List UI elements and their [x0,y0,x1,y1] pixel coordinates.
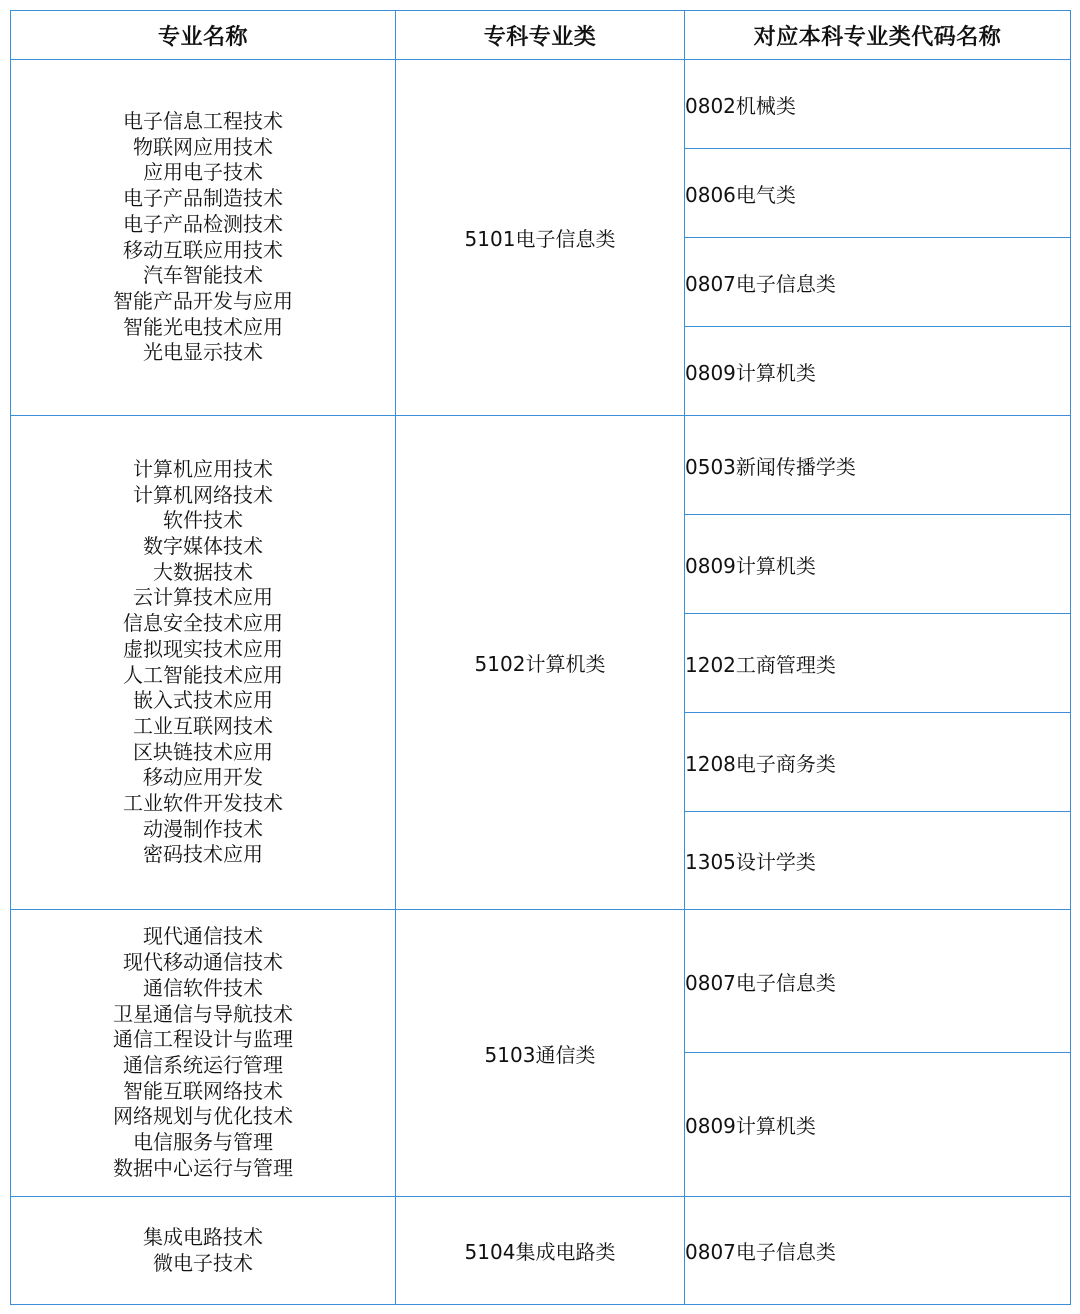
major-name: 智能互联网络技术 [123,1078,283,1103]
major-name: 卫星通信与导航技术 [113,1001,293,1026]
header-vocational-category: 专科专业类 [396,11,685,60]
major-name: 嵌入式技术应用 [133,688,273,713]
table-header [11,11,1071,60]
major-name: 信息安全技术应用 [123,611,283,636]
majors-cell [11,60,396,416]
major-name: 大数据技术 [153,559,253,584]
bachelor-category-cell: 0503新闻传播学类 [685,416,1071,515]
bachelor-category-cell: 0809计算机类 [685,327,1071,416]
vocational-category-cell: 5102计算机类 [396,416,685,910]
majors-cell [11,910,396,1197]
bachelor-category-cell: 0806电气类 [685,149,1071,238]
major-name: 电子信息工程技术 [123,108,283,133]
major-name: 光电显示技术 [143,340,263,365]
major-name: 汽车智能技术 [143,263,263,288]
major-name: 电子产品检测技术 [123,211,283,236]
major-name: 微电子技术 [153,1250,253,1275]
header-row [11,11,1071,60]
major-name: 工业软件开发技术 [123,791,283,816]
table-body [11,60,1071,1305]
major-name: 动漫制作技术 [143,816,263,841]
header-major-name: 专业名称 [11,11,396,60]
major-name: 智能光电技术应用 [123,314,283,339]
header-bachelor-category: 对应本科专业类代码名称 [685,11,1071,60]
majors-cell [11,1197,396,1305]
major-name: 网络规划与优化技术 [113,1104,293,1129]
table-row [11,1197,1071,1305]
major-name: 通信工程设计与监理 [113,1027,293,1052]
bachelor-category-cell: 0807电子信息类 [685,238,1071,327]
bachelor-category-cell: 1202工商管理类 [685,614,1071,713]
vocational-category-cell: 5104集成电路类 [396,1197,685,1305]
major-name: 通信软件技术 [143,975,263,1000]
table-row [11,416,1071,515]
major-name: 计算机应用技术 [133,456,273,481]
major-name: 软件技术 [163,508,243,533]
table-row [11,910,1071,1053]
major-name: 密码技术应用 [143,842,263,867]
major-name: 智能产品开发与应用 [113,288,293,313]
table-row [11,60,1071,149]
vocational-category-cell: 5103通信类 [396,910,685,1197]
bachelor-category-cell: 1208电子商务类 [685,713,1071,812]
major-mapping-table [10,10,1071,1305]
major-name: 数据中心运行与管理 [113,1155,293,1180]
major-name: 通信系统运行管理 [123,1053,283,1077]
major-name: 工业互联网技术 [133,713,273,738]
major-name: 移动应用开发 [143,765,263,790]
major-name: 电子产品制造技术 [123,186,283,211]
major-name: 物联网应用技术 [133,134,273,159]
bachelor-category-cell: 0809计算机类 [685,1053,1071,1197]
vocational-category-cell: 5101电子信息类 [396,60,685,416]
major-name: 计算机网络技术 [133,482,273,507]
major-name: 人工智能技术应用 [123,662,283,687]
bachelor-category-cell: 0809计算机类 [685,515,1071,614]
major-name: 现代移动通信技术 [123,950,283,975]
bachelor-category-cell: 0807电子信息类 [685,1197,1071,1305]
majors-cell [11,416,396,910]
major-name: 集成电路技术 [143,1224,263,1249]
major-name: 应用电子技术 [143,160,263,185]
major-name: 云计算技术应用 [133,585,273,610]
major-name: 区块链技术应用 [133,739,273,764]
major-name: 数字媒体技术 [143,533,263,558]
major-name: 现代通信技术 [143,924,263,949]
major-name: 移动互联应用技术 [123,237,283,262]
bachelor-category-cell: 1305设计学类 [685,812,1071,910]
bachelor-category-cell: 0802机械类 [685,60,1071,149]
major-name: 虚拟现实技术应用 [123,636,283,661]
bachelor-category-cell: 0807电子信息类 [685,910,1071,1053]
major-name: 电信服务与管理 [133,1130,273,1155]
